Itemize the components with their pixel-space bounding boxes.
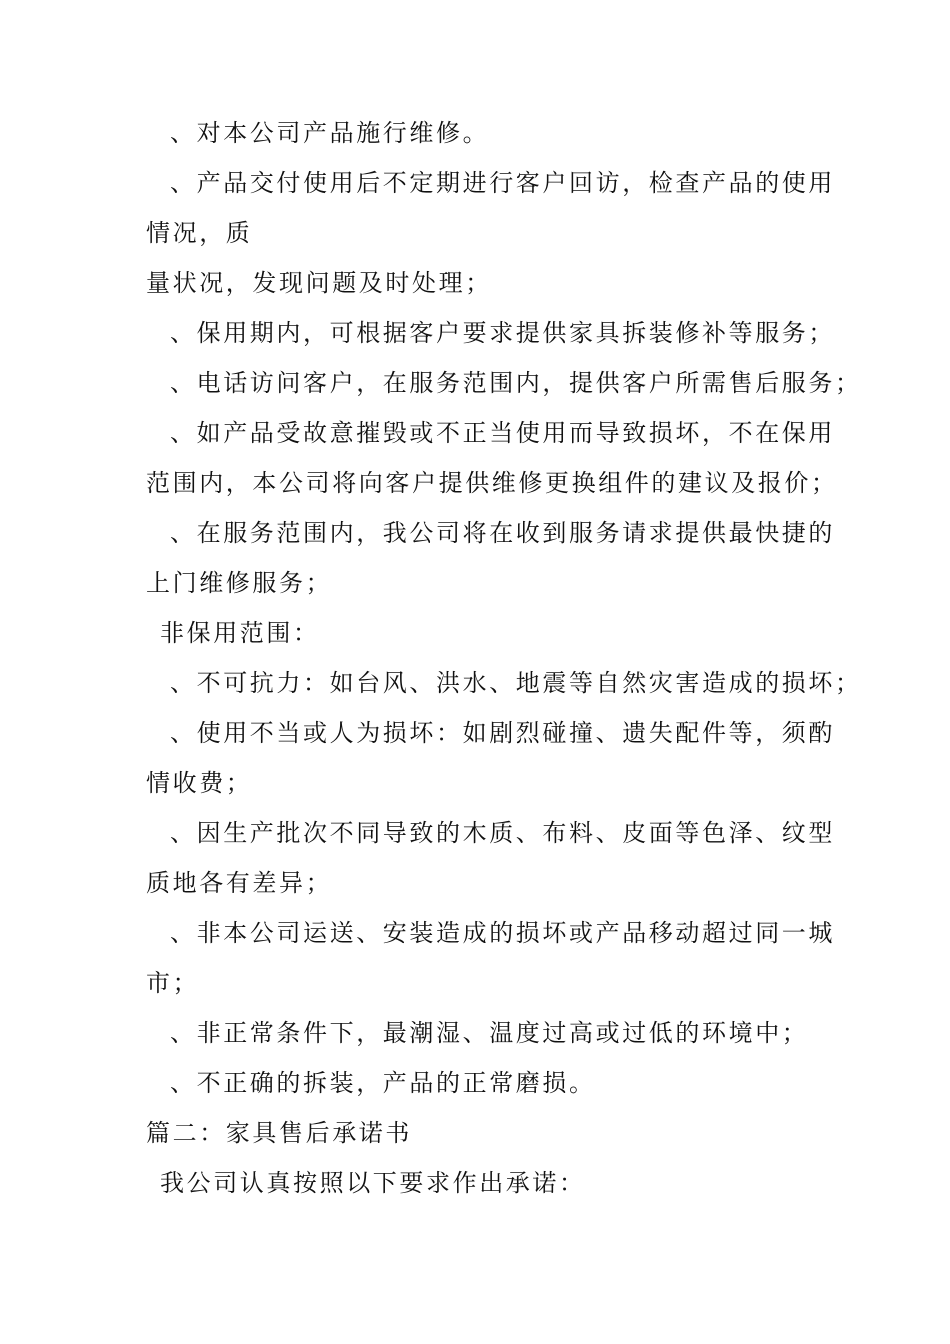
text-line: 量状况，发现问题及时处理； xyxy=(146,269,492,297)
text-line: 市； xyxy=(146,969,200,997)
text-line: 、使用不当或人为损坏：如剧烈碰撞、遗失配件等，须酌 xyxy=(170,719,835,747)
text-line: 、在服务范围内，我公司将在收到服务请求提供最快捷的 xyxy=(170,519,835,547)
text-line: 、对本公司产品施行维修。 xyxy=(170,119,490,147)
text-line: 、非正常条件下，最潮湿、温度过高或过低的环境中； xyxy=(170,1019,809,1047)
text-line: 上门维修服务； xyxy=(146,569,333,597)
section-title: 篇二：家具售后承诺书 xyxy=(146,1119,412,1147)
text-line: 、产品交付使用后不定期进行客户回访，检查产品的使用 xyxy=(170,169,835,197)
section-heading: 非保用范围： xyxy=(160,619,320,647)
text-line: 、不可抗力：如台风、洪水、地震等自然灾害造成的损坏； xyxy=(170,669,862,697)
text-line: 质地各有差异； xyxy=(146,869,333,897)
text-line: 、如产品受故意摧毁或不正当使用而导致损坏，不在保用 xyxy=(170,419,835,447)
text-line: 、不正确的拆装，产品的正常磨损。 xyxy=(170,1069,596,1097)
text-line: 、因生产批次不同导致的木质、布料、皮面等色泽、纹型 xyxy=(170,819,835,847)
text-line: 情况，质 xyxy=(146,219,253,247)
text-line: 、保用期内，可根据客户要求提供家具拆装修补等服务； xyxy=(170,319,835,347)
text-line: 、电话访问客户，在服务范围内，提供客户所需售后服务； xyxy=(170,369,862,397)
text-line: 范围内，本公司将向客户提供维修更换组件的建议及报价； xyxy=(146,469,838,497)
text-line: 我公司认真按照以下要求作出承诺： xyxy=(160,1169,586,1197)
text-line: 、非本公司运送、安装造成的损坏或产品移动超过同一城 xyxy=(170,919,835,947)
text-line: 情收费； xyxy=(146,769,253,797)
